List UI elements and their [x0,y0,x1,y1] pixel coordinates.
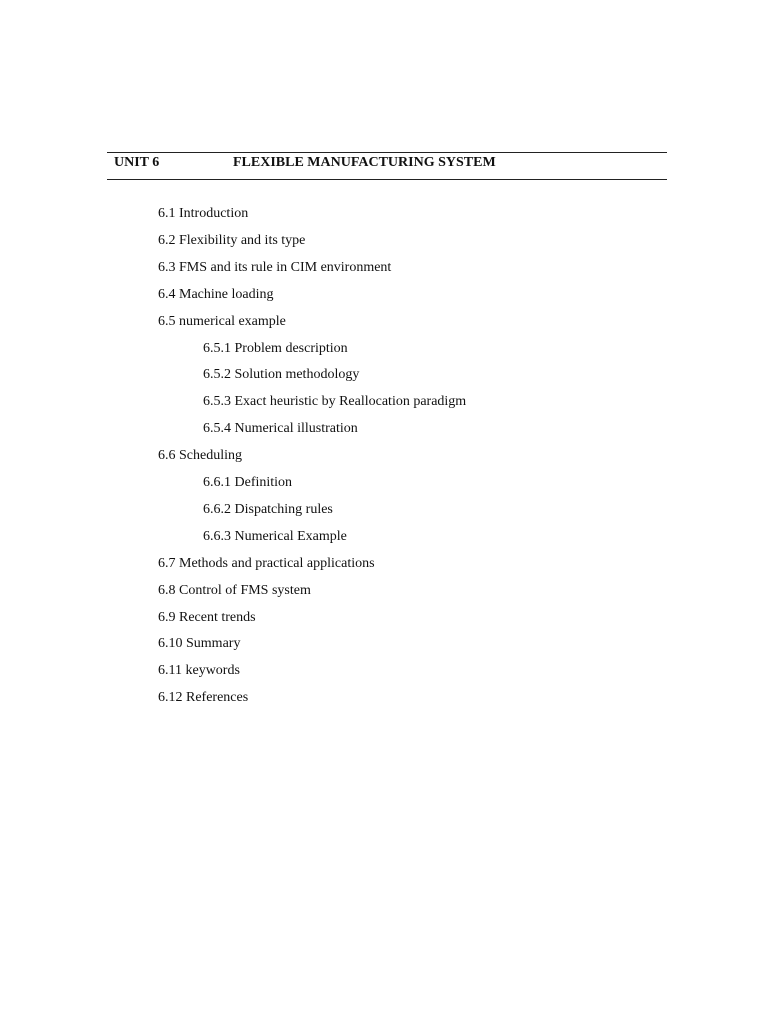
toc-section: 6.7 Methods and practical applications [158,555,375,571]
toc-section: 6.6 Scheduling [158,448,242,464]
toc-subsection: 6.5.3 Exact heuristic by Reallocation paradigm [203,394,467,410]
toc-section: 6.3 FMS and its rule in CIM environment [158,259,392,275]
toc-subsection: 6.6.1 Definition [203,475,293,490]
toc-subsection: 6.6.3 Numerical Example [203,528,347,544]
toc-subsection: 6.5.1 Problem description [203,340,348,356]
unit-title: FLEXIBLE MANUFACTURING SYSTEM [233,155,496,170]
toc-section: 6.2 Flexibility and its type [158,232,306,248]
toc-subsection: 6.6.2 Dispatching rules [203,501,333,517]
toc-section: 6.4 Machine loading [158,286,274,302]
toc-section: 6.12 References [158,690,249,706]
toc-subsection: 6.5.2 Solution methodology [203,367,360,383]
toc-subsection: 6.5.4 Numerical illustration [203,421,358,437]
toc-section: 6.1 Introduction [158,206,249,221]
unit-header [114,152,667,179]
toc-section: 6.10 Summary [158,636,241,652]
toc-section: 6.9 Recent trends [158,609,256,625]
unit-number: UNIT 6 [114,155,160,170]
toc-section: 6.8 Control of FMS system [158,582,311,598]
toc-section: 6.11 keywords [158,663,240,679]
toc-section: 6.5 numerical example [158,313,286,329]
header-bottom-rule [107,179,667,180]
